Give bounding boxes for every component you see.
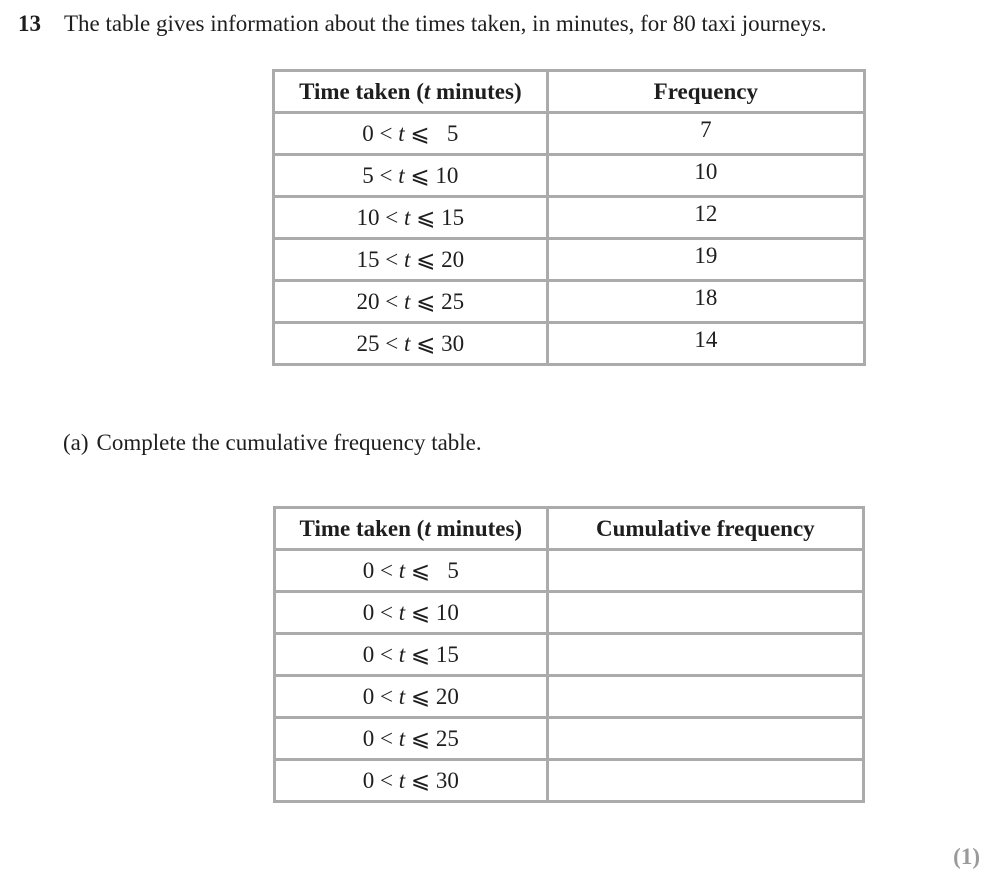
table-row [275,592,864,634]
time-interval-cell: 0 < t ⩽ 15 [275,634,548,676]
cumulative-frequency-answer-cell[interactable] [547,760,863,802]
time-interval-cell: 10 < t ⩽ 15 [274,197,548,239]
question-13 [18,8,827,40]
time-taken-header: Time taken (t minutes) [275,508,548,550]
time-interval-cell: 0 < t ⩽ 5 [275,550,548,592]
cumulative-table-header-row [275,508,864,550]
cumulative-frequency-answer-cell[interactable] [547,718,863,760]
time-taken-header: Time taken (t minutes) [274,71,548,113]
time-interval-cell: 0 < t ⩽ 20 [275,676,548,718]
frequency-cell: 14 [547,323,864,365]
frequency-cell: 10 [547,155,864,197]
time-interval-cell: 25 < t ⩽ 30 [274,323,548,365]
cumulative-frequency-answer-cell[interactable] [547,676,863,718]
cumulative-frequency-answer-cell[interactable] [547,592,863,634]
cumulative-frequency-answer-cell[interactable] [547,550,863,592]
table-row [274,155,865,197]
table-row [274,281,865,323]
frequency-cell: 18 [547,281,864,323]
table-row [274,323,865,365]
cumulative-frequency-header: Cumulative frequency [547,508,863,550]
table-row [275,634,864,676]
part-a-instruction [63,427,482,459]
table-row [275,718,864,760]
frequency-cell: 12 [547,197,864,239]
marks-indicator: (1) [953,844,980,869]
table-row [274,197,865,239]
time-interval-cell: 15 < t ⩽ 20 [274,239,548,281]
table-row [274,113,865,155]
table-row [275,760,864,802]
cumulative-frequency-table [273,506,865,803]
part-a-label: (a) [63,430,89,455]
part-a-text: Complete the cumulative frequency table. [96,430,482,455]
cumulative-frequency-answer-cell[interactable] [547,634,863,676]
time-interval-cell: 0 < t ⩽ 30 [275,760,548,802]
table-row [275,676,864,718]
time-interval-cell: 5 < t ⩽ 10 [274,155,548,197]
table-row [274,239,865,281]
frequency-cell: 7 [547,113,864,155]
table-row [275,550,864,592]
frequency-cell: 19 [547,239,864,281]
time-interval-cell: 0 < t ⩽ 25 [275,718,548,760]
question-number: 13 [18,11,41,36]
time-interval-cell: 0 < t ⩽ 10 [275,592,548,634]
question-text: The table gives information about the times taken, in minutes, for 80 taxi journeys. [64,11,827,36]
frequency-header: Frequency [547,71,864,113]
frequency-table [272,69,866,366]
time-interval-cell: 0 < t ⩽ 5 [274,113,548,155]
frequency-table-header-row [274,71,865,113]
time-interval-cell: 20 < t ⩽ 25 [274,281,548,323]
